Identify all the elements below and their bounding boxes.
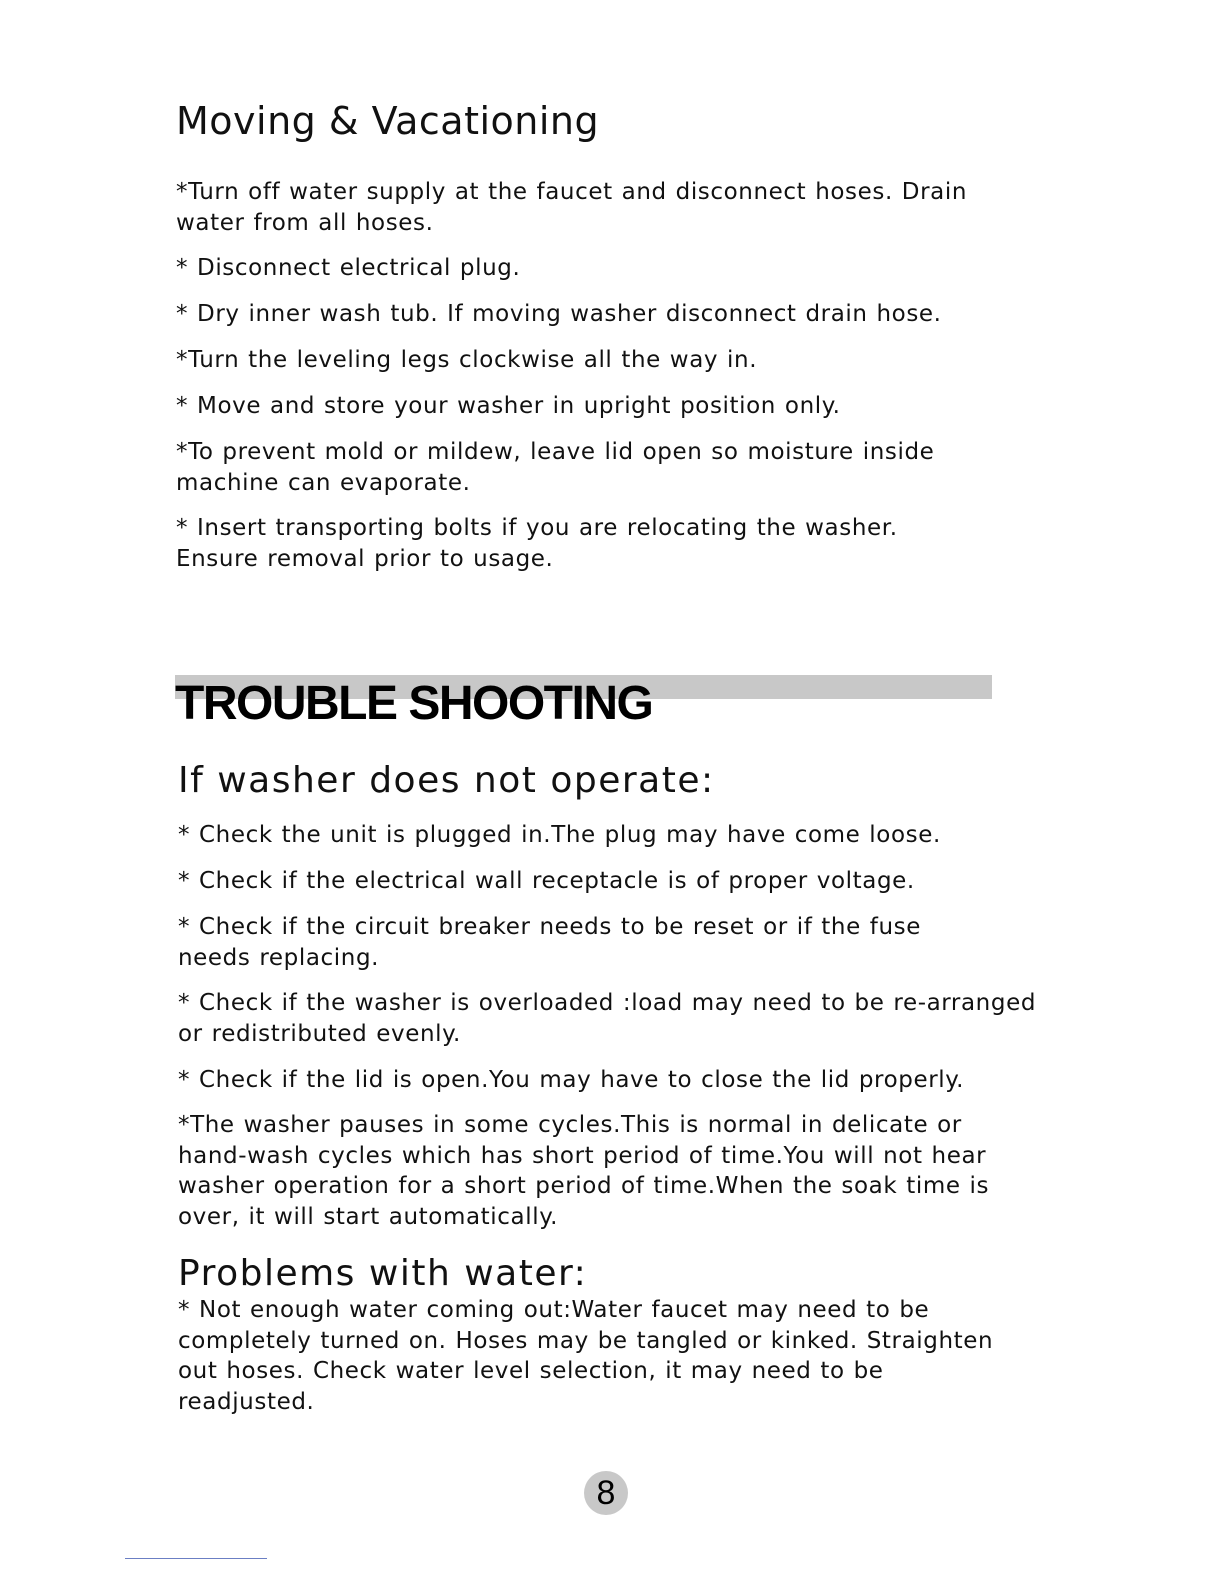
moving-item-6: *To prevent mold or mildew, leave lid open so moisture inside machine can evaporate. bbox=[176, 439, 935, 496]
moving-item-2: * Disconnect electrical plug. bbox=[176, 255, 521, 281]
moving-item-3: * Dry inner wash tub. If moving washer disconnect drain hose. bbox=[176, 301, 942, 327]
not-operate-item-4: * Check if the washer is overloaded :load may need to be re-arranged or redistributed evenly. bbox=[178, 990, 1037, 1047]
footer-divider bbox=[125, 1558, 267, 1559]
water-problems-heading: Problems with water: bbox=[178, 1253, 588, 1294]
moving-item-5: * Move and store your washer in upright position only. bbox=[176, 393, 841, 419]
moving-section-title: Moving & Vacationing bbox=[176, 99, 600, 143]
trouble-shooting-title: TROUBLE SHOOTING bbox=[175, 677, 653, 730]
water-problem-item-1: * Not enough water coming out:Water faucet may need to be completely turned on. Hoses may be tangled or kinked. Straighten out hoses. Check water level selection, it may need to be readjusted. bbox=[178, 1297, 994, 1415]
not-operate-heading: If washer does not operate: bbox=[178, 760, 715, 801]
moving-item-4: *Turn the leveling legs clockwise all the way in. bbox=[176, 347, 758, 373]
not-operate-item-3: * Check if the circuit breaker needs to be reset or if the fuse needs replacing. bbox=[178, 914, 921, 971]
moving-item-1: *Turn off water supply at the faucet and disconnect hoses. Drain water from all hoses. bbox=[176, 179, 968, 236]
not-operate-item-6: *The washer pauses in some cycles.This is normal in delicate or hand-wash cycles which has short period of time.You will not hear washer operation for a short period of time.When the soak time is over, it will start automatically. bbox=[178, 1112, 990, 1230]
not-operate-item-5: * Check if the lid is open.You may have to close the lid properly. bbox=[178, 1067, 965, 1093]
page-number: 8 bbox=[584, 1471, 628, 1515]
not-operate-item-1: * Check the unit is plugged in.The plug may have come loose. bbox=[178, 822, 941, 848]
not-operate-item-2: * Check if the electrical wall receptacle is of proper voltage. bbox=[178, 868, 915, 894]
moving-item-7: * Insert transporting bolts if you are relocating the washer. Ensure removal prior to usage. bbox=[176, 515, 898, 572]
